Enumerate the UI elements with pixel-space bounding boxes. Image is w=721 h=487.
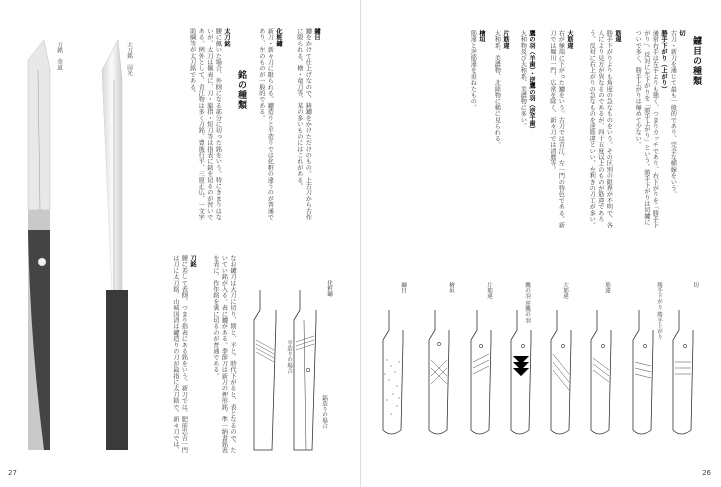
left-text-4: 腰に差して表側、つまり指表にある銘をいう。新刀では、肥前忠吉一門は刀に太刀銘、山城国清は鑢造りの刀が最指に太刀銘で、新々刀では、 bbox=[171, 255, 188, 454]
left-page bbox=[0, 0, 360, 487]
left-text-5: なお鑢刀は大刀に切り、期と、平と、時代下がると、表となるので、たいてい銘が入る。表に鑢がある。季節刀は新刀の押形銘、準一納書銘表を表に、作年銘を裏に切るのが普通である。 bbox=[211, 255, 236, 454]
diagram-label-makeup: 化粧鑢 bbox=[326, 280, 332, 297]
right-heading-2: 勝手下がり（上がり） bbox=[660, 30, 667, 92]
left-text-1: 鑢をかけて仕上げなので、鋳鑢をかけただけのもの。上古刀から古作に限られる。檜・竜刀等、某の多いものにはこれがある。 bbox=[295, 28, 312, 221]
left-heading-4: 刀銘 bbox=[189, 255, 196, 268]
left-section-katanamei bbox=[158, 255, 196, 455]
left-section-tachimei bbox=[170, 28, 230, 223]
right-section-katte bbox=[625, 30, 667, 230]
diagram-label-katasujikai: 片筋違 bbox=[486, 282, 492, 299]
sword-photo-kanemichi bbox=[20, 40, 80, 450]
right-heading-3: 筋違 bbox=[614, 30, 621, 43]
right-text-7: 筋違と逆筋違を重ねたもの。 bbox=[469, 30, 477, 111]
right-section-sujikai bbox=[577, 30, 621, 230]
right-text-6: 大和系、美濃物、北陸物に稀に見られる。 bbox=[493, 30, 501, 148]
left-subtitle: 銘の種類 bbox=[236, 70, 246, 110]
left-heading-1: 鑢目 bbox=[313, 28, 320, 41]
diagram-label-higaki: 檜垣 bbox=[448, 282, 454, 294]
right-section-osujikai bbox=[539, 30, 573, 230]
right-text-1: 古刀・新刀を通じて最も一般的であり、完全な横線をいう。 bbox=[669, 30, 677, 198]
diagram-label-takanoha: 鷹の羽 逆鷹の羽 bbox=[524, 282, 530, 323]
right-section-takanoha bbox=[513, 30, 535, 230]
right-page-title: 鑢目の種類 bbox=[691, 36, 701, 86]
right-heading-7: 檜垣 bbox=[478, 30, 485, 43]
file-marks-diagram bbox=[377, 300, 707, 440]
sword-photo-kunimitsu bbox=[92, 40, 152, 450]
diagram-label-katte: 勝手下がり 勝手上がり bbox=[656, 282, 662, 340]
right-section-higaki bbox=[465, 30, 485, 230]
left-section-filing bbox=[280, 28, 320, 223]
right-page bbox=[361, 0, 721, 487]
sword-caption-1: 大刀銘 国光 bbox=[126, 42, 132, 76]
sword-caption-2: 刀銘 金道 bbox=[56, 42, 62, 70]
left-page-number: 27 bbox=[8, 469, 17, 477]
diagram-label-kiri: 切 bbox=[692, 282, 698, 288]
left-text-2: 新刀・新々刀に限られる。鑢造りと平造りでは化粧の違うのが普通であり、左のものが一般的である。 bbox=[257, 28, 274, 221]
right-section-katasujikai bbox=[489, 30, 509, 230]
right-text-4: 右が極端に下がった鑢をいう。古刀では青江、左一門の特色である。新刀では堀川一門、広常を除く、新々刀では清麿等。 bbox=[548, 30, 565, 229]
left-text-3: 腰に佩いた場合、外側になる部分に切った銘をいう。特にきまりはないが、太刀は佩表に、刀・脇指・短刀等は指表に銘を切るのが習いである。例外として、青江物は多く刀銘、豊後行平、三原正広、一文字助綱等が太刀銘である。 bbox=[188, 28, 222, 221]
diagram-label-hira: 平造りの場合 bbox=[286, 340, 292, 374]
left-section-makeup bbox=[252, 28, 282, 223]
right-heading-4: 大筋違 bbox=[566, 30, 573, 49]
right-heading-5: 鷹の羽（羊歯）・逆鷹の羽（逆羊歯） bbox=[528, 30, 535, 133]
right-text-5: 大和物及び大和系、美濃物に多い。 bbox=[519, 30, 527, 130]
right-section-kiri bbox=[669, 30, 685, 230]
diagram-label-yasurime: 鑢目 bbox=[400, 282, 406, 294]
diagram-label-shinogi: 鎬造りの場合 bbox=[321, 395, 327, 429]
right-heading-1: 切 bbox=[678, 30, 685, 37]
diagram-label-osujikai: 大筋違 bbox=[562, 282, 568, 299]
right-heading-6: 片筋違 bbox=[502, 30, 509, 49]
left-heading-2: 化粧鑢 bbox=[275, 28, 282, 47]
right-page-number: 26 bbox=[702, 469, 711, 477]
left-section-note bbox=[198, 255, 236, 455]
right-text-3: 勝手下がりよりも角度の急なものをいう。その区別の限界が不明で、各人により見方が異なるのであるが、四十五度以上のものが筋違であろう。反対に右上がりの急なものを逆筋違といい、左利きの刀工が多い。 bbox=[588, 30, 613, 229]
left-heading-3: 太刀銘 bbox=[223, 28, 230, 47]
right-text-2: 通常右手は左手よりも強く、つまりカッチであり、右下がりを「勝手下がり」、反対に左下がりを「勝手上がり」という。勝手下がりは切鑢についで多く、勝手上がりは極めて少ない。 bbox=[634, 30, 659, 229]
diagram-label-sujikai: 筋違 bbox=[604, 282, 610, 294]
